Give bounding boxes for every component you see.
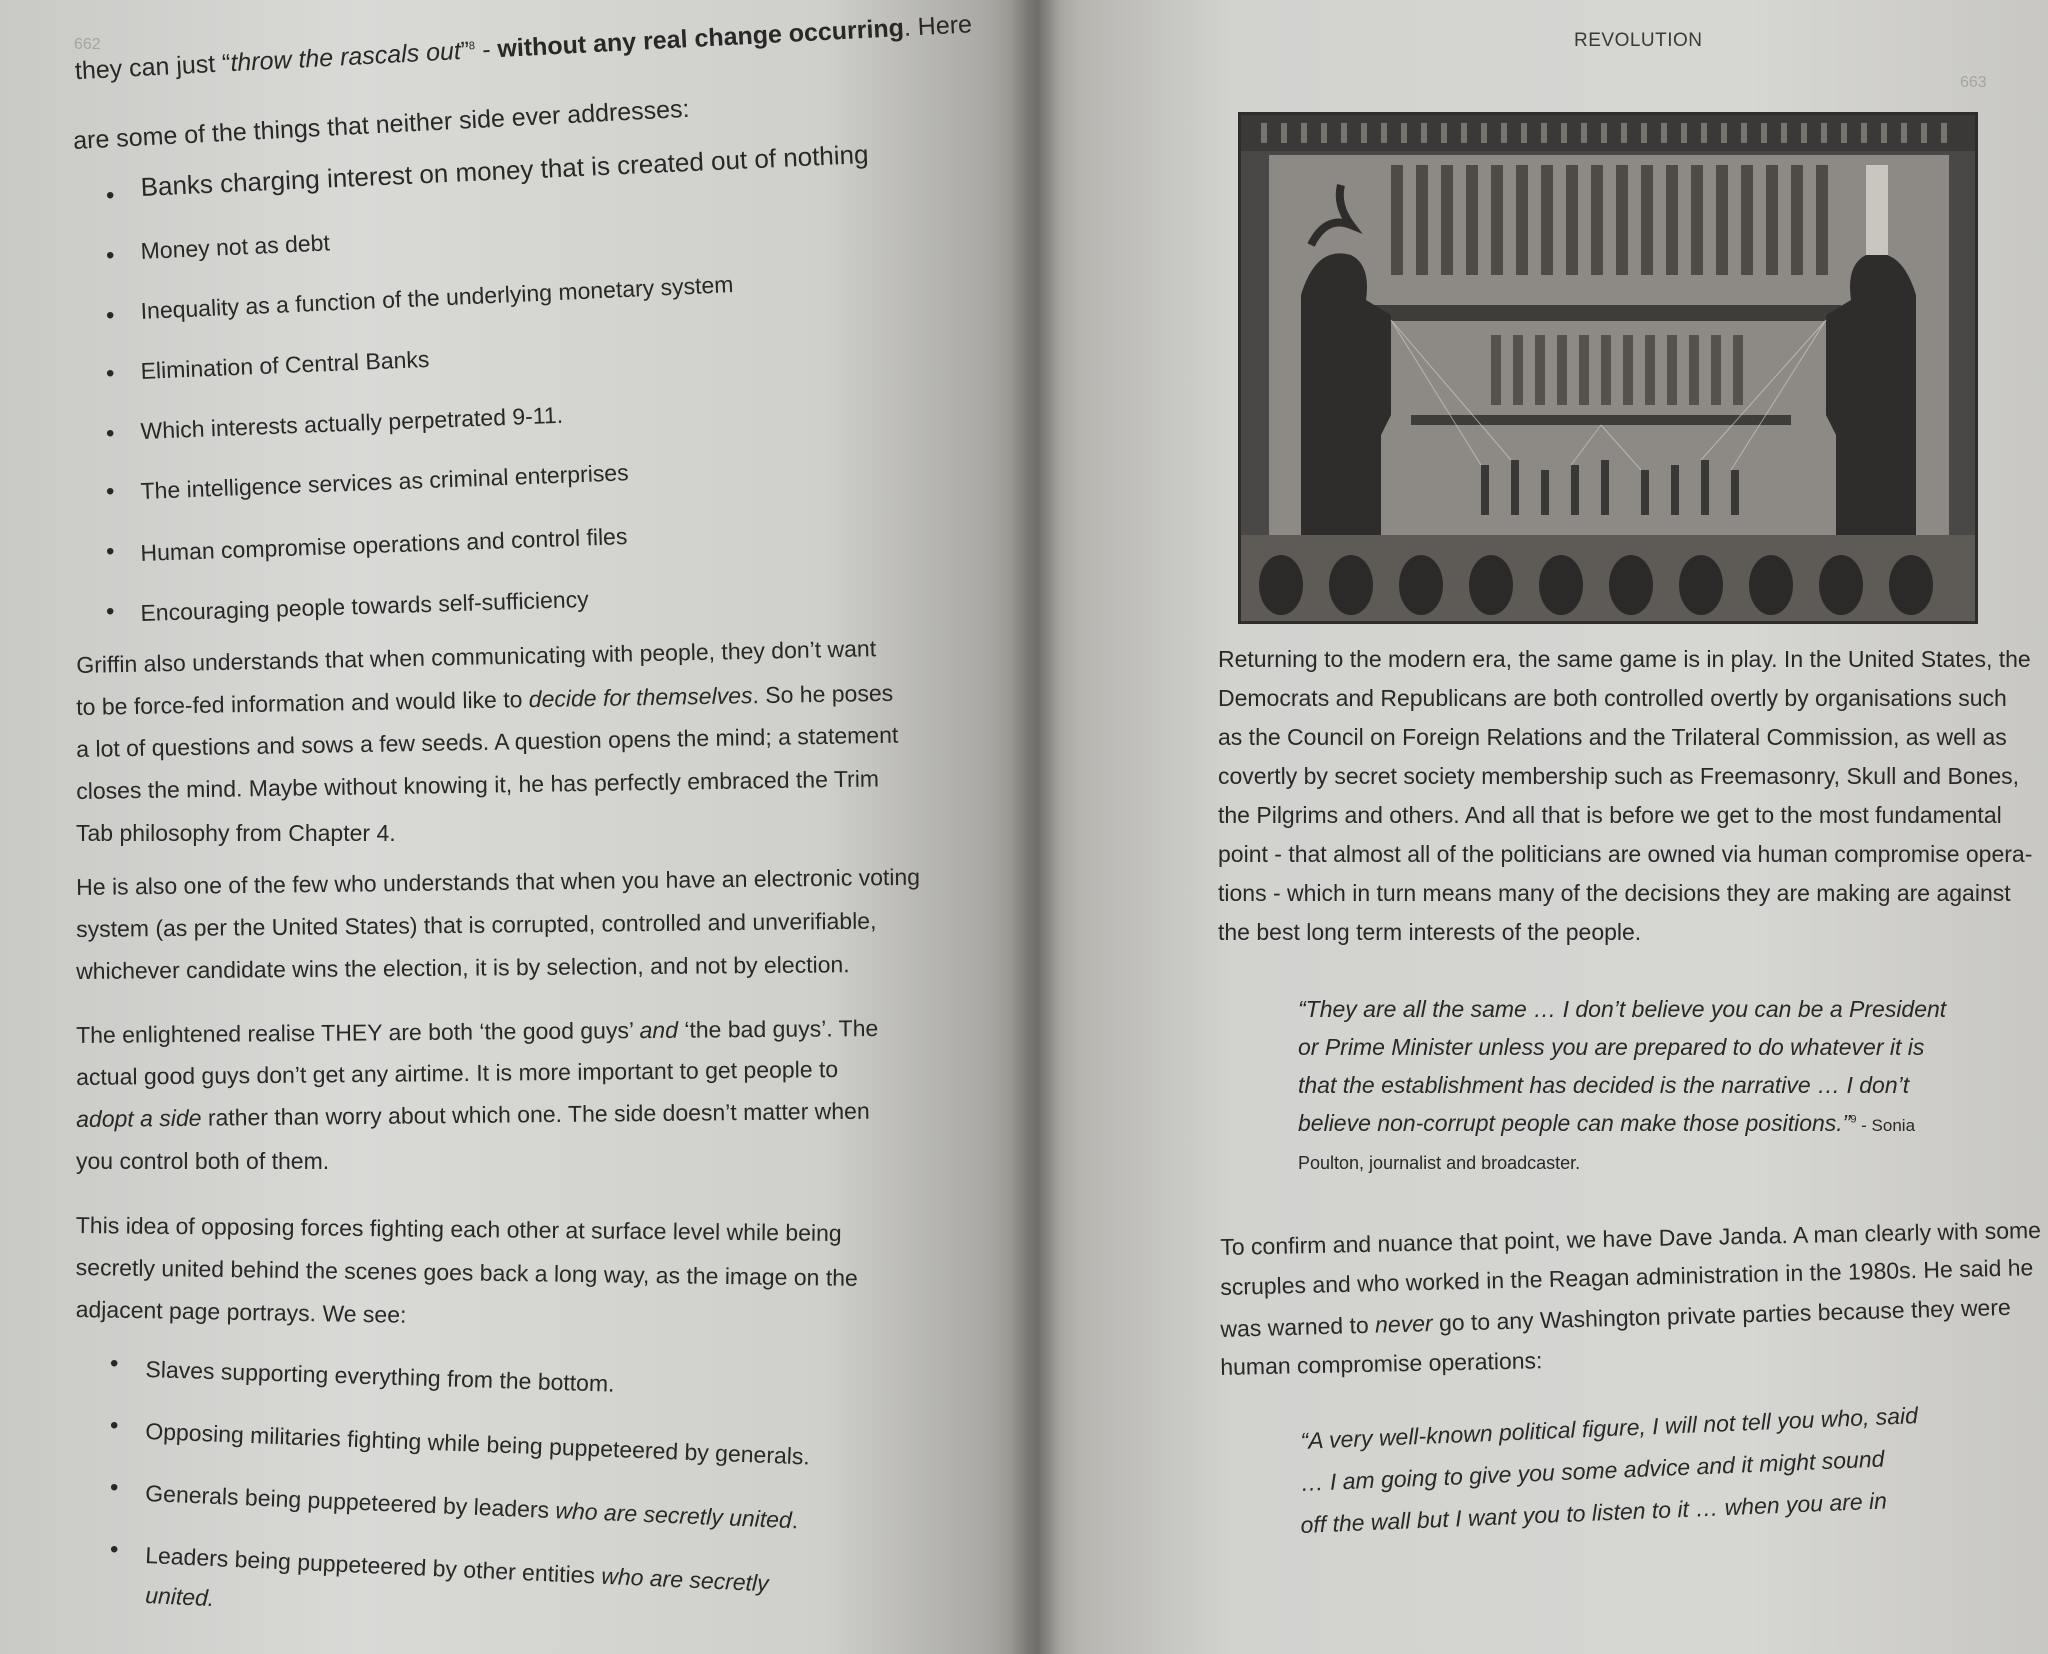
- bullet-icon: •: [106, 538, 115, 565]
- bullet-icon: •: [106, 420, 115, 447]
- left-page-number: 662: [74, 36, 101, 53]
- paragraph-line: scruples and who worked in the Reagan administration in the 1980s. He said he: [1220, 1254, 2034, 1300]
- paragraph-line: the best long term interests of the people.: [1218, 919, 1642, 945]
- paragraph-line: tions - which in turn means many of the decisions they are making are against: [1218, 880, 2011, 906]
- list-item: Human compromise operations and control files: [140, 523, 628, 566]
- intro-line-2: are some of the things that neither side ever addresses:: [72, 94, 691, 156]
- paragraph-italic: adopt a side: [76, 1104, 202, 1132]
- paragraph-line: To confirm and nuance that point, we have Dave Janda. A man clearly with some: [1220, 1216, 2042, 1260]
- bullet-icon: •: [106, 360, 115, 387]
- bullet-icon: •: [106, 182, 115, 209]
- paragraph-line: point - that almost all of the politicians are owned via human compromise opera-: [1218, 841, 2033, 867]
- bullet-icon: •: [106, 302, 115, 329]
- intro-text: -: [474, 35, 499, 65]
- book-gutter: [1010, 0, 1060, 1654]
- paragraph-text: . So he poses: [752, 679, 894, 709]
- list-text: Generals being puppeteered by leaders: [144, 1479, 557, 1524]
- paragraph-italic: and: [639, 1016, 679, 1044]
- quote-line: [1298, 1110, 1915, 1137]
- paragraph-italic: never: [1374, 1310, 1433, 1338]
- list-item-continued: united.: [144, 1581, 215, 1612]
- bullet-icon: •: [110, 1350, 119, 1377]
- paragraph-line: secretly united behind the scenes goes back a long way, as the image on the: [75, 1253, 858, 1291]
- list-item: The intelligence services as criminal enterprises: [140, 459, 630, 504]
- intro-italic: throw the rascals out: [229, 37, 462, 78]
- paragraph-line: He is also one of the few who understands that when you have an electronic voting: [76, 863, 921, 900]
- quote-line: “They are all the same … I don’t believe you can be a President: [1298, 996, 1947, 1022]
- paragraph-line: system (as per the United States) that is corrupted, controlled and unverifiable,: [76, 907, 877, 942]
- quote-line: that the establishment has decided is the narrative … I don’t: [1298, 1072, 1910, 1098]
- egyptian-mural-image: [1238, 112, 1978, 624]
- paragraph-line: Democrats and Republicans are both controlled overtly by organisations such: [1218, 685, 2007, 711]
- list-italic: who are secretly united: [554, 1497, 793, 1534]
- paragraph-italic: decide for themselves: [528, 682, 753, 713]
- quote-line: “A very well-known political figure, I will not tell you who, said: [1300, 1402, 1919, 1454]
- list-item: Money not as debt: [140, 229, 331, 264]
- bullet-icon: •: [106, 242, 115, 269]
- paragraph-line: the Pilgrims and others. And all that is before we get to the most fundamental: [1218, 802, 2002, 828]
- footnote-marker: 8: [468, 40, 476, 53]
- paragraph-text: rather than worry about which one. The side doesn’t matter when: [201, 1097, 870, 1131]
- intro-bold: without any real change occurring: [496, 13, 905, 64]
- quote-attribution: Poulton, journalist and broadcaster.: [1298, 1153, 1581, 1173]
- paragraph-line: closes the mind. Maybe without knowing it, he has perfectly embraced the Trim: [76, 765, 880, 804]
- quote-line: … I am going to give you some advice and it might sound: [1300, 1445, 1885, 1496]
- list-item: Banks charging interest on money that is created out of nothing: [140, 138, 870, 202]
- paragraph-line: a lot of questions and sows a few seeds. A question opens the mind; a statement: [76, 721, 899, 762]
- list-text: Leaders being puppeteered by other entities: [144, 1541, 602, 1589]
- footnote-marker: 9: [1850, 1113, 1857, 1126]
- bullet-icon: •: [110, 1474, 119, 1501]
- right-page-number: 663: [1960, 74, 1987, 91]
- bullet-icon: •: [106, 478, 115, 505]
- list-italic: who are secretly: [600, 1562, 770, 1597]
- list-item: Elimination of Central Banks: [140, 345, 430, 384]
- quote-attribution: - Sonia: [1856, 1116, 1916, 1135]
- intro-text: . Here: [903, 10, 973, 42]
- bullet-icon: •: [110, 1536, 119, 1563]
- paragraph-line: human compromise operations:: [1220, 1347, 1543, 1380]
- paragraph-line: Returning to the modern era, the same game is in play. In the United States, the: [1218, 646, 2031, 672]
- list-text: .: [791, 1507, 799, 1534]
- list-item: Which interests actually perpetrated 9-11.: [140, 401, 564, 444]
- egyptian-mural-drawing: [1241, 115, 1975, 621]
- paragraph-line: whichever candidate wins the election, it is by selection, and not by election.: [76, 951, 850, 984]
- paragraph-text: was warned to: [1220, 1311, 1376, 1342]
- paragraph-line: you control both of them.: [76, 1148, 330, 1174]
- paragraph-line: actual good guys don’t get any airtime. It is more important to get people to: [76, 1056, 839, 1090]
- quote-text: believe non-corrupt people can make those positions.”: [1298, 1110, 1851, 1136]
- paragraph-text: go to any Washington private parties because they were: [1432, 1293, 2012, 1337]
- paragraph-text: to be force-fed information and would like to: [76, 686, 530, 720]
- running-head: REVOLUTION: [1574, 30, 1703, 51]
- paragraph-line: adjacent page portrays. We see:: [75, 1295, 407, 1328]
- paragraph-line: covertly by secret society membership such as Freemasonry, Skull and Bones,: [1218, 763, 2020, 789]
- bullet-icon: •: [106, 598, 115, 625]
- list-item: Inequality as a function of the underlying monetary system: [140, 271, 734, 324]
- bullet-icon: •: [110, 1412, 119, 1439]
- quote-line: or Prime Minister unless you are prepared to do whatever it is: [1298, 1034, 1925, 1060]
- list-item: Opposing militaries fighting while being puppeteered by generals.: [144, 1417, 811, 1470]
- list-item: Encouraging people towards self-sufficiency: [140, 585, 590, 626]
- list-item: Slaves supporting everything from the bottom.: [145, 1355, 615, 1397]
- paragraph-line: as the Council on Foreign Relations and the Trilateral Commission, as well as: [1218, 724, 2007, 750]
- paragraph-line: Griffin also understands that when communicating with people, they don’t want: [76, 635, 877, 678]
- paragraph-text: ‘the bad guys’. The: [677, 1014, 879, 1043]
- paragraph-line: Tab philosophy from Chapter 4.: [76, 820, 396, 846]
- intro-text: they can just “: [74, 49, 232, 86]
- paragraph-line: This idea of opposing forces fighting each other at surface level while being: [75, 1211, 842, 1247]
- quote-line: off the wall but I want you to listen to it … when you are in: [1300, 1487, 1888, 1538]
- intro-text: ”: [460, 36, 470, 66]
- paragraph-text: The enlightened realise THEY are both ‘the good guys’: [76, 1017, 640, 1048]
